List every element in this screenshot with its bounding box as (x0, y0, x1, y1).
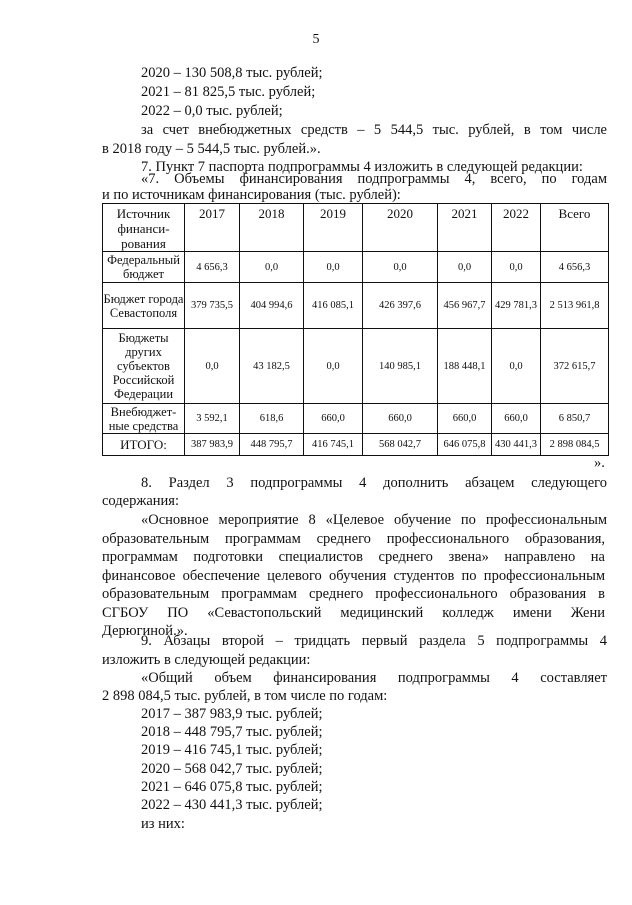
header-cell: 2022 (492, 204, 541, 252)
text-line: СГБОУ ПО «Севастопольский медицинский колледж имени Жени (102, 605, 605, 621)
table-cell: 379 735,5 (185, 283, 240, 329)
table-row (103, 329, 609, 404)
text-line: образовательным программам среднего профессионального образования в (102, 586, 605, 602)
table-cell: 0,0 (492, 252, 541, 283)
table-cell: 568 042,7 (363, 434, 438, 456)
text-line: изложить в следующей редакции: (102, 652, 311, 668)
table-cell: 448 795,7 (240, 434, 304, 456)
table-cell: 0,0 (492, 329, 541, 404)
header-cell: 2019 (304, 204, 363, 252)
text-line: 2019 – 416 745,1 тыс. рублей; (141, 742, 323, 758)
financing-table (102, 203, 609, 456)
row-source: Федеральный бюджет (103, 252, 185, 283)
text-line: 2018 – 448 795,7 тыс. рублей; (141, 724, 323, 740)
table-header-row (103, 204, 609, 252)
text-line: Дерюгиной.». (102, 623, 188, 639)
text-line: и по источникам финансирования (тыс. рублей): (102, 187, 401, 203)
table-cell: 618,6 (240, 404, 304, 434)
table-cell: 430 441,3 (492, 434, 541, 456)
table-cell: 4 656,3 (185, 252, 240, 283)
table-cell: 416 745,1 (304, 434, 363, 456)
closing-quote: ». (594, 455, 605, 471)
table-cell: 4 656,3 (541, 252, 609, 283)
table-cell: 660,0 (492, 404, 541, 434)
table-cell: 0,0 (185, 329, 240, 404)
table-cell: 3 592,1 (185, 404, 240, 434)
row-source: Бюджеты других субъектов Российской Федерации (103, 329, 185, 404)
text-line: содержания: (102, 493, 180, 509)
text-line: в 2018 году – 5 544,5 тыс. рублей.». (102, 141, 321, 157)
table-cell: 416 085,1 (304, 283, 363, 329)
table-cell: 0,0 (304, 329, 363, 404)
text-line: финансовое обеспечение целевого обучения студентов по профессиональным (102, 568, 605, 584)
text-line: за счет внебюджетных средств – 5 544,5 тыс. рублей, в том числе (141, 122, 607, 138)
header-cell: Источник финанси-рования (103, 204, 185, 252)
table-cell: 2 898 084,5 (541, 434, 609, 456)
table-row (103, 283, 609, 329)
text-line: «Основное мероприятие 8 «Целевое обучение по профессиональным (141, 512, 607, 528)
header-cell: 2021 (438, 204, 492, 252)
table-row (103, 252, 609, 283)
text-line: 2022 – 0,0 тыс. рублей; (141, 103, 283, 119)
table-cell: 6 850,7 (541, 404, 609, 434)
table-cell: 372 615,7 (541, 329, 609, 404)
header-cell: 2018 (240, 204, 304, 252)
table-cell: 43 182,5 (240, 329, 304, 404)
header-cell: 2017 (185, 204, 240, 252)
text-line: 2022 – 430 441,3 тыс. рублей; (141, 797, 323, 813)
table-cell: 426 397,6 (363, 283, 438, 329)
header-cell: Всего (541, 204, 609, 252)
text-line: 2021 – 646 075,8 тыс. рублей; (141, 779, 323, 795)
text-line: 9. Абзацы второй – тридцать первый раздела 5 подпрограммы 4 (141, 633, 607, 649)
table-cell: 0,0 (363, 252, 438, 283)
text-line: 2 898 084,5 тыс. рублей, в том числе по годам: (102, 688, 388, 704)
text-line: 8. Раздел 3 подпрограммы 4 дополнить абзацем следующего (141, 475, 607, 491)
table-cell: 660,0 (363, 404, 438, 434)
row-source: Внебюджет-ные средства (103, 404, 185, 434)
table-cell: 2 513 961,8 (541, 283, 609, 329)
text-line: 2020 – 130 508,8 тыс. рублей; (141, 65, 323, 81)
page-number: 5 (312, 32, 320, 47)
text-line: 2020 – 568 042,7 тыс. рублей; (141, 761, 323, 777)
table-cell: 140 985,1 (363, 329, 438, 404)
table-cell: 0,0 (438, 252, 492, 283)
text-line: «7. Объемы финансирования подпрограммы 4, всего, по годам (141, 171, 607, 187)
text-line: 7. Пункт 7 паспорта подпрограммы 4 изложить в следующей редакции: (141, 159, 583, 175)
table-row (103, 404, 609, 434)
table-total-row (103, 434, 609, 456)
text-line: образовательным программам среднего профессионального образования, (102, 531, 605, 547)
text-line: «Общий объем финансирования подпрограммы 4 составляет (141, 670, 607, 686)
text-line: 2021 – 81 825,5 тыс. рублей; (141, 84, 316, 100)
text-line: из них: (141, 816, 185, 832)
text-line: 2017 – 387 983,9 тыс. рублей; (141, 706, 323, 722)
text-line: программам подготовки специалистов среднего звена» направлено на (102, 549, 605, 565)
header-cell: 2020 (363, 204, 438, 252)
table-cell: 660,0 (438, 404, 492, 434)
table-cell: 188 448,1 (438, 329, 492, 404)
table-cell: 404 994,6 (240, 283, 304, 329)
table-cell: 646 075,8 (438, 434, 492, 456)
table-cell: 0,0 (240, 252, 304, 283)
table-cell: 0,0 (304, 252, 363, 283)
row-source: Бюджет города Севастополя (103, 283, 185, 329)
table-cell: 456 967,7 (438, 283, 492, 329)
table-cell: 660,0 (304, 404, 363, 434)
table-cell: 387 983,9 (185, 434, 240, 456)
row-source: ИТОГО: (103, 434, 185, 456)
table-cell: 429 781,3 (492, 283, 541, 329)
